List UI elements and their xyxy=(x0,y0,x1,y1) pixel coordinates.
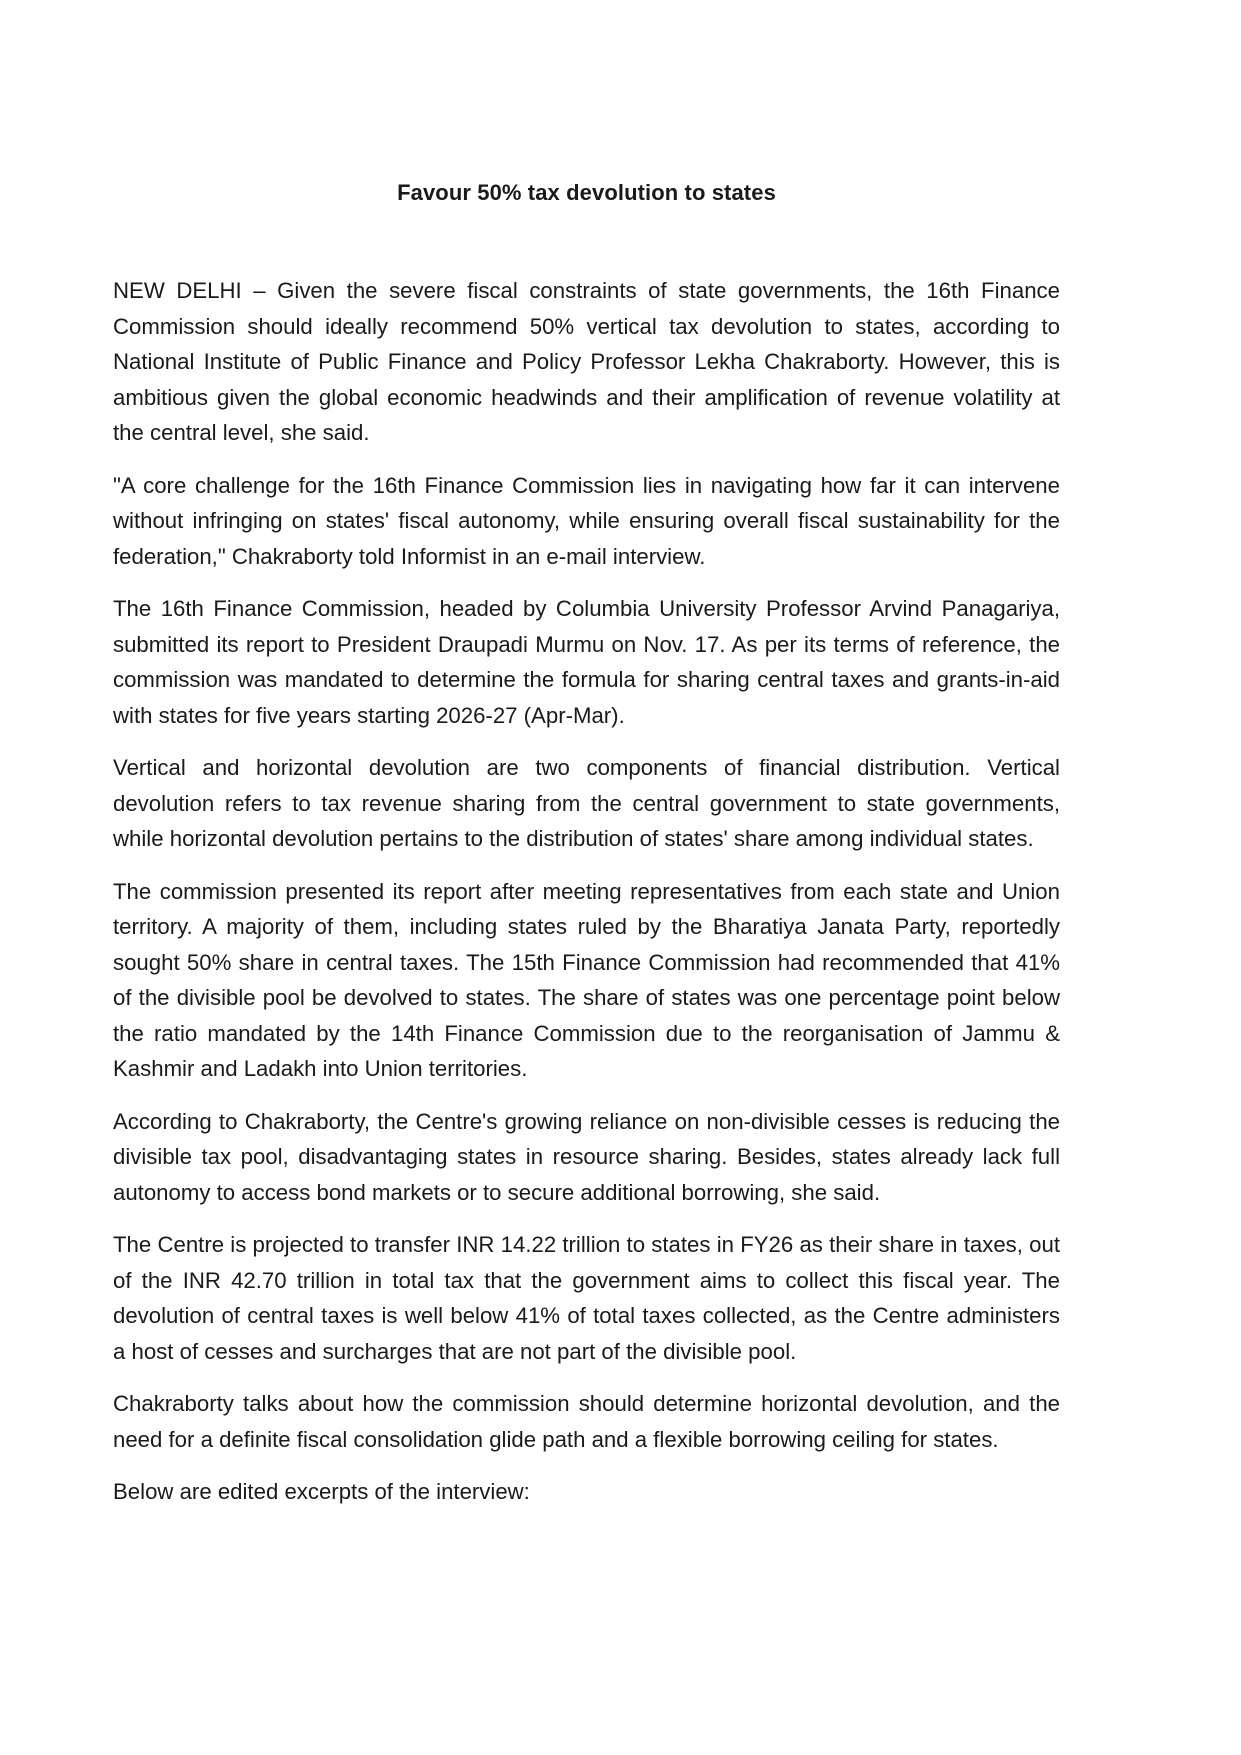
paragraph-intro: NEW DELHI – Given the severe fiscal constraints of state governments, the 16th Finance Commission should ideally recommend 50% vertical tax devolution to states, according to National Institute of Public Finance and Policy Professor Lekha Chakraborty. However, this is ambitious given the global economic headwinds and their amplification of revenue volatility at the central level, she said. xyxy=(113,278,1060,445)
paragraph-commission-report: The 16th Finance Commission, headed by Columbia University Professor Arvind Panagariya, submitted its report to President Draupadi Murmu on Nov. 17. As per its terms of reference, the commission was mandated to determine the formula for sharing central taxes and grants-in-aid with states for five years starting 2026-27 (Apr-Mar). xyxy=(113,596,1060,728)
document-page xyxy=(113,180,1060,1527)
paragraph-quote: "A core challenge for the 16th Finance Commission lies in navigating how far it can intervene without infringing on states' fiscal autonomy, while ensuring overall fiscal sustainability for the federation," Chakraborty told Informist in an e-mail interview. xyxy=(113,472,1060,569)
paragraph-fy26-transfer: The Centre is projected to transfer INR 14.22 trillion to states in FY26 as their share in taxes, out of the INR 42.70 trillion in total tax that the government aims to collect this fiscal year. The devolution of central taxes is well below 41% of total taxes collected, as the Centre administers a host of cesses and surcharges that are not part of the divisible pool. xyxy=(113,1232,1060,1364)
document-title: Favour 50% tax devolution to states xyxy=(397,180,776,205)
paragraph-cesses: According to Chakraborty, the Centre's growing reliance on non-divisible cesses is reducing the divisible tax pool, disadvantaging states in resource sharing. Besides, states already lack full autonomy to access bond markets or to secure additional borrowing, she said. xyxy=(113,1108,1060,1205)
paragraph-excerpts-intro: Below are edited excerpts of the interview: xyxy=(113,1479,530,1504)
paragraph-interview-topics: Chakraborty talks about how the commission should determine horizontal devolution, and the need for a definite fiscal consolidation glide path and a flexible borrowing ceiling for states. xyxy=(113,1391,1060,1452)
paragraph-state-demands: The commission presented its report after meeting representatives from each state and Union territory. A majority of them, including states ruled by the Bharatiya Janata Party, reportedly sought 50% share in central taxes. The 15th Finance Commission had recommended that 41% of the divisible pool be devolved to states. The share of states was one percentage point below the ratio mandated by the 14th Finance Commission due to the reorganisation of Jammu & Kashmir and Ladakh into Union territories. xyxy=(113,878,1060,1081)
paragraph-devolution-definition: Vertical and horizontal devolution are two components of financial distribution. Vertical devolution refers to tax revenue sharing from the central government to state governments, while horizontal devolution pertains to the distribution of states' share among individual states. xyxy=(113,755,1060,851)
